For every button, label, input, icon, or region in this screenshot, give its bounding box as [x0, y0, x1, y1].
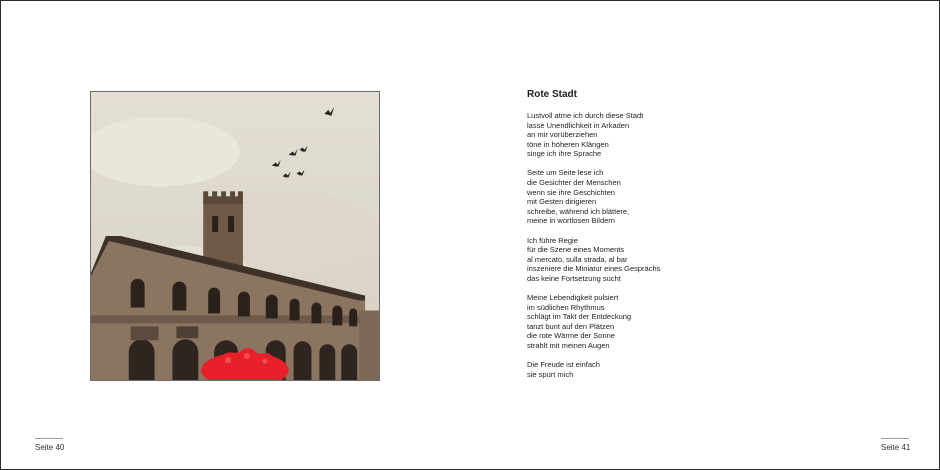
poem-line: die Gesichter der Menschen [527, 178, 621, 188]
poem-line: Meine Lebendigkeit pulsiert [527, 293, 619, 302]
poem-title: Rote Stadt [527, 89, 577, 100]
page-number-right [881, 438, 910, 452]
right-page [470, 1, 939, 469]
folio-rule [35, 438, 63, 439]
photograph [90, 91, 380, 381]
poem-line: lasse Unendlichkeit in Arkaden [527, 120, 630, 130]
poem-line: Seite um Seite lese ich [527, 168, 604, 178]
poem-line: al mercato, sulla strada, al bar [527, 254, 628, 264]
stanza [527, 111, 827, 159]
poem-line: sie spürt mich [527, 369, 574, 379]
poem-line: töne in höheren Klängen [527, 139, 609, 149]
stanza [527, 293, 827, 351]
poem-line: wenn sie ihre Geschichten [527, 187, 615, 197]
left-page [1, 1, 470, 469]
folio-rule [881, 438, 909, 439]
poem-line: singe ich ihre Sprache [527, 149, 602, 159]
page-number-left [35, 438, 64, 452]
stanza [527, 360, 827, 379]
poem-line: für die Szene eines Moments [527, 245, 625, 255]
poem-line: strahlt mit meinen Augen [527, 340, 610, 350]
poem-line: tanzt bunt auf den Plätzen [527, 321, 615, 331]
poem-line: im südlichen Rhythmus [527, 302, 605, 312]
poem-line: Lustvoll atme ich durch diese Stadt [527, 111, 644, 120]
poem-line: das keine Fortsetzung sucht [527, 273, 621, 283]
poem [527, 89, 827, 389]
page-number-text: Seite 41 [881, 443, 911, 452]
poem-line: meine in wortlosen Bildern [527, 216, 615, 226]
poem-line: mit Gesten dirigieren [527, 197, 597, 207]
stanza [527, 168, 827, 226]
poem-line: an mir vorüberziehen [527, 130, 598, 140]
poem-line: Die Freude ist einfach [527, 360, 600, 370]
palazzo-photo [91, 92, 379, 380]
poem-line: inszeniere die Miniatur eines Gesprächs [527, 264, 661, 274]
poem-line: schlägt im Takt der Entdeckung [527, 312, 632, 322]
poem-line: Ich führe Regie [527, 235, 578, 245]
page-number-text: Seite 40 [35, 443, 65, 452]
poem-line: die rote Wärme der Sonne [527, 331, 615, 341]
poem-line: schreibe, während ich blättere, [527, 206, 630, 216]
stanza [527, 236, 827, 284]
